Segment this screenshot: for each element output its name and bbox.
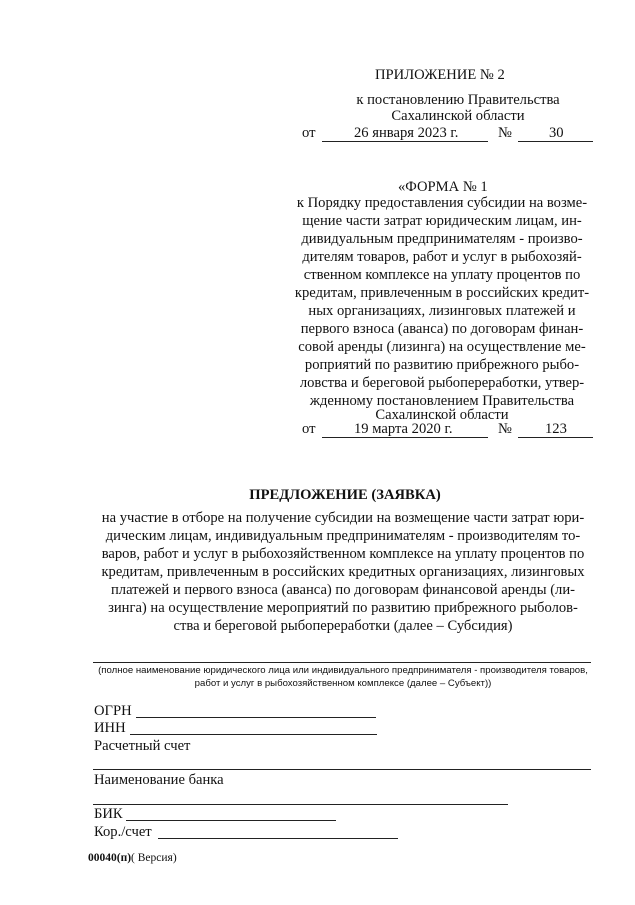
proposal-line: платежей и первого взноса (аванса) по договорам финансовой аренды (ли- [110, 582, 576, 598]
form-line: ных организациях, лизинговых платежей и [308, 303, 576, 319]
appendix-ref-line-1: к постановлению Правительства [356, 92, 560, 108]
form-line: совой аренды (лизинга) на осуществление ме- [298, 339, 586, 355]
form-line: ственном комплексе на уплату процентов по [303, 267, 581, 283]
bik-label: БИК [94, 806, 123, 822]
ogrn-field[interactable] [136, 701, 376, 718]
inn-label: ИНН [94, 720, 126, 736]
appendix-number-label: № [498, 125, 512, 141]
form-number: 123 [545, 421, 567, 437]
proposal-line: дическим лицам, индивидуальным предпринимателям - производителям то- [105, 528, 581, 544]
form-number-label: № [498, 421, 512, 437]
form-line: кредитам, привлеченным в российских кредит- [294, 285, 590, 301]
form-line: Сахалинской области [375, 407, 509, 423]
applicant-name-field[interactable] [93, 646, 591, 663]
appendix-date: 26 января 2023 г. [354, 125, 459, 141]
form-line: роприятий по развитию прибрежного рыбо- [304, 357, 580, 373]
proposal-line: варов, работ и услуг в рыбохозяйственном комплексе на уплату процентов по [101, 546, 585, 562]
proposal-title: ПРЕДЛОЖЕНИЕ (ЗАЯВКА) [249, 487, 441, 503]
form-line: ловства и береговой рыбопереработки, утвер- [299, 375, 585, 391]
account-label: Расчетный счет [94, 738, 191, 754]
proposal-line: зинга) на осуществление мероприятий по развитию прибрежного рыболов- [108, 600, 578, 616]
applicant-caption-line-2: работ и услуг в рыбохозяйственном комплексе (далее – Субъект)) [194, 678, 492, 689]
bik-field[interactable] [126, 804, 336, 821]
proposal-line: на участие в отборе на получение субсидии на возмещение части затрат юри- [101, 510, 585, 526]
form-title: «ФОРМА № 1 [398, 179, 488, 195]
account-field[interactable] [93, 753, 591, 770]
footer-version: ( Версия) [131, 852, 177, 864]
form-line: жденному постановлением Правительства [309, 393, 575, 409]
form-line: дителям товаров, работ и услуг в рыбохозяй- [302, 249, 582, 265]
applicant-caption-line-1: (полное наименование юридического лица или индивидуального предпринимателя - производителя товаров, [98, 665, 588, 676]
appendix-from-label: от [302, 125, 316, 141]
appendix-number: 30 [549, 125, 564, 141]
inn-field[interactable] [130, 718, 377, 735]
ogrn-label: ОГРН [94, 703, 132, 719]
form-line: к Порядку предоставления субсидии на возме- [296, 195, 588, 211]
form-from-label: от [302, 421, 316, 437]
proposal-line: кредитам, привлеченным в российских кредитных организациях, лизинговых [101, 564, 585, 580]
form-line: первого взноса (аванса) по договорам финан- [300, 321, 584, 337]
proposal-line: ства и береговой рыбопереработки (далее – Субсидия) [173, 618, 513, 634]
appendix-title: ПРИЛОЖЕНИЕ № 2 [375, 67, 505, 83]
form-line: щение части затрат юридическим лицам, ин- [302, 213, 582, 229]
bank-field[interactable] [93, 788, 508, 805]
form-line: дивидуальным предпринимателям - произво- [301, 231, 583, 247]
footer-code-line [88, 851, 177, 865]
appendix-ref-line-2: Сахалинской области [391, 108, 525, 124]
corr-account-field[interactable] [158, 822, 398, 839]
form-date: 19 марта 2020 г. [354, 421, 453, 437]
footer-code: 00040(п) [88, 852, 132, 864]
corr-account-label: Кор./счет [94, 824, 152, 840]
bank-label: Наименование банка [94, 772, 224, 788]
